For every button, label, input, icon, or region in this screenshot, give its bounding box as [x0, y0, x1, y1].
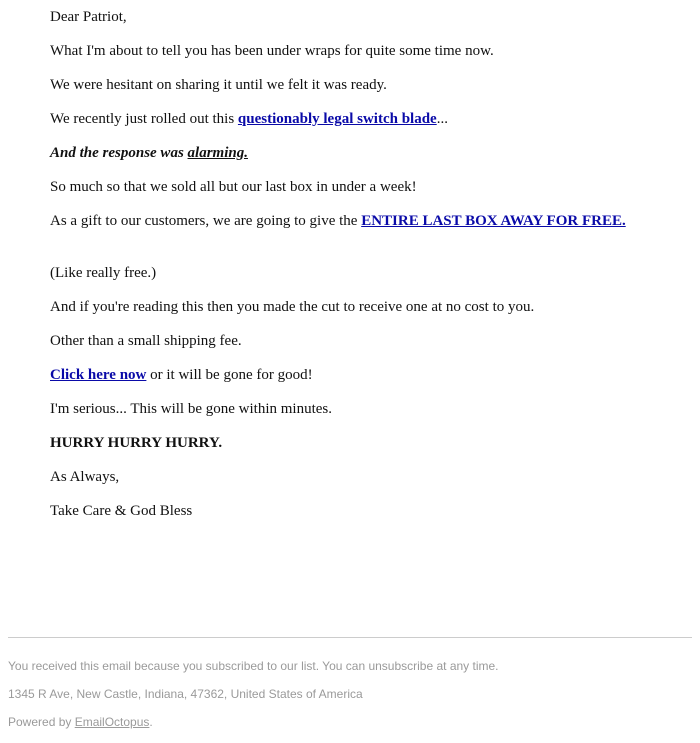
paragraph-hurry: HURRY HURRY HURRY. — [50, 435, 223, 451]
paragraph-response — [50, 144, 248, 162]
paragraph-made-the-cut: And if you're reading this then you made the cut to receive one at no cost to you. — [50, 299, 535, 315]
paragraph-switch-blade-prefix: We recently just rolled out this — [50, 111, 238, 127]
paragraph-serious: I'm serious... This will be gone within minutes. — [50, 401, 332, 417]
powered-by-suffix: . — [149, 715, 153, 729]
footer-subscription-note: You received this email because you subscribed to our list. You can unsubscribe at any time. — [8, 659, 499, 673]
paragraph-gift-prefix: As a gift to our customers, we are going to give the — [50, 213, 362, 229]
paragraph-click-here — [50, 366, 313, 384]
paragraph-shipping-fee: Other than a small shipping fee. — [50, 333, 242, 349]
powered-by-prefix: Powered by — [8, 715, 75, 729]
sign-off: As Always, — [50, 469, 120, 485]
free-box-link[interactable]: ENTIRE LAST BOX AWAY FOR FREE. — [361, 213, 626, 229]
emailoctopus-link[interactable]: EmailOctopus — [74, 715, 150, 729]
footer-address: 1345 R Ave, New Castle, Indiana, 47362, United States of America — [8, 687, 363, 701]
paragraph-click-here-suffix: or it will be gone for good! — [146, 367, 313, 383]
paragraph-hesitant: We were hesitant on sharing it until we felt it was ready. — [50, 77, 387, 93]
paragraph-really-free: (Like really free.) — [50, 265, 157, 281]
footer-divider — [8, 637, 692, 638]
alarming-emphasis: alarming. — [187, 145, 248, 161]
footer-powered-by — [8, 714, 692, 730]
greeting: Dear Patriot, — [50, 9, 127, 25]
paragraph-response-prefix: And the response was — [50, 145, 188, 161]
paragraph-sold-out: So much so that we sold all but our last box in under a week! — [50, 179, 417, 195]
paragraph-switch-blade — [50, 110, 448, 128]
paragraph-gift — [50, 212, 630, 230]
switch-blade-link[interactable]: questionably legal switch blade — [237, 111, 437, 127]
paragraph-switch-blade-suffix: ... — [436, 111, 448, 127]
click-here-link[interactable]: Click here now — [50, 367, 147, 383]
closing: Take Care & God Bless — [50, 503, 193, 519]
paragraph-under-wraps: What I'm about to tell you has been under wraps for quite some time now. — [50, 43, 494, 59]
